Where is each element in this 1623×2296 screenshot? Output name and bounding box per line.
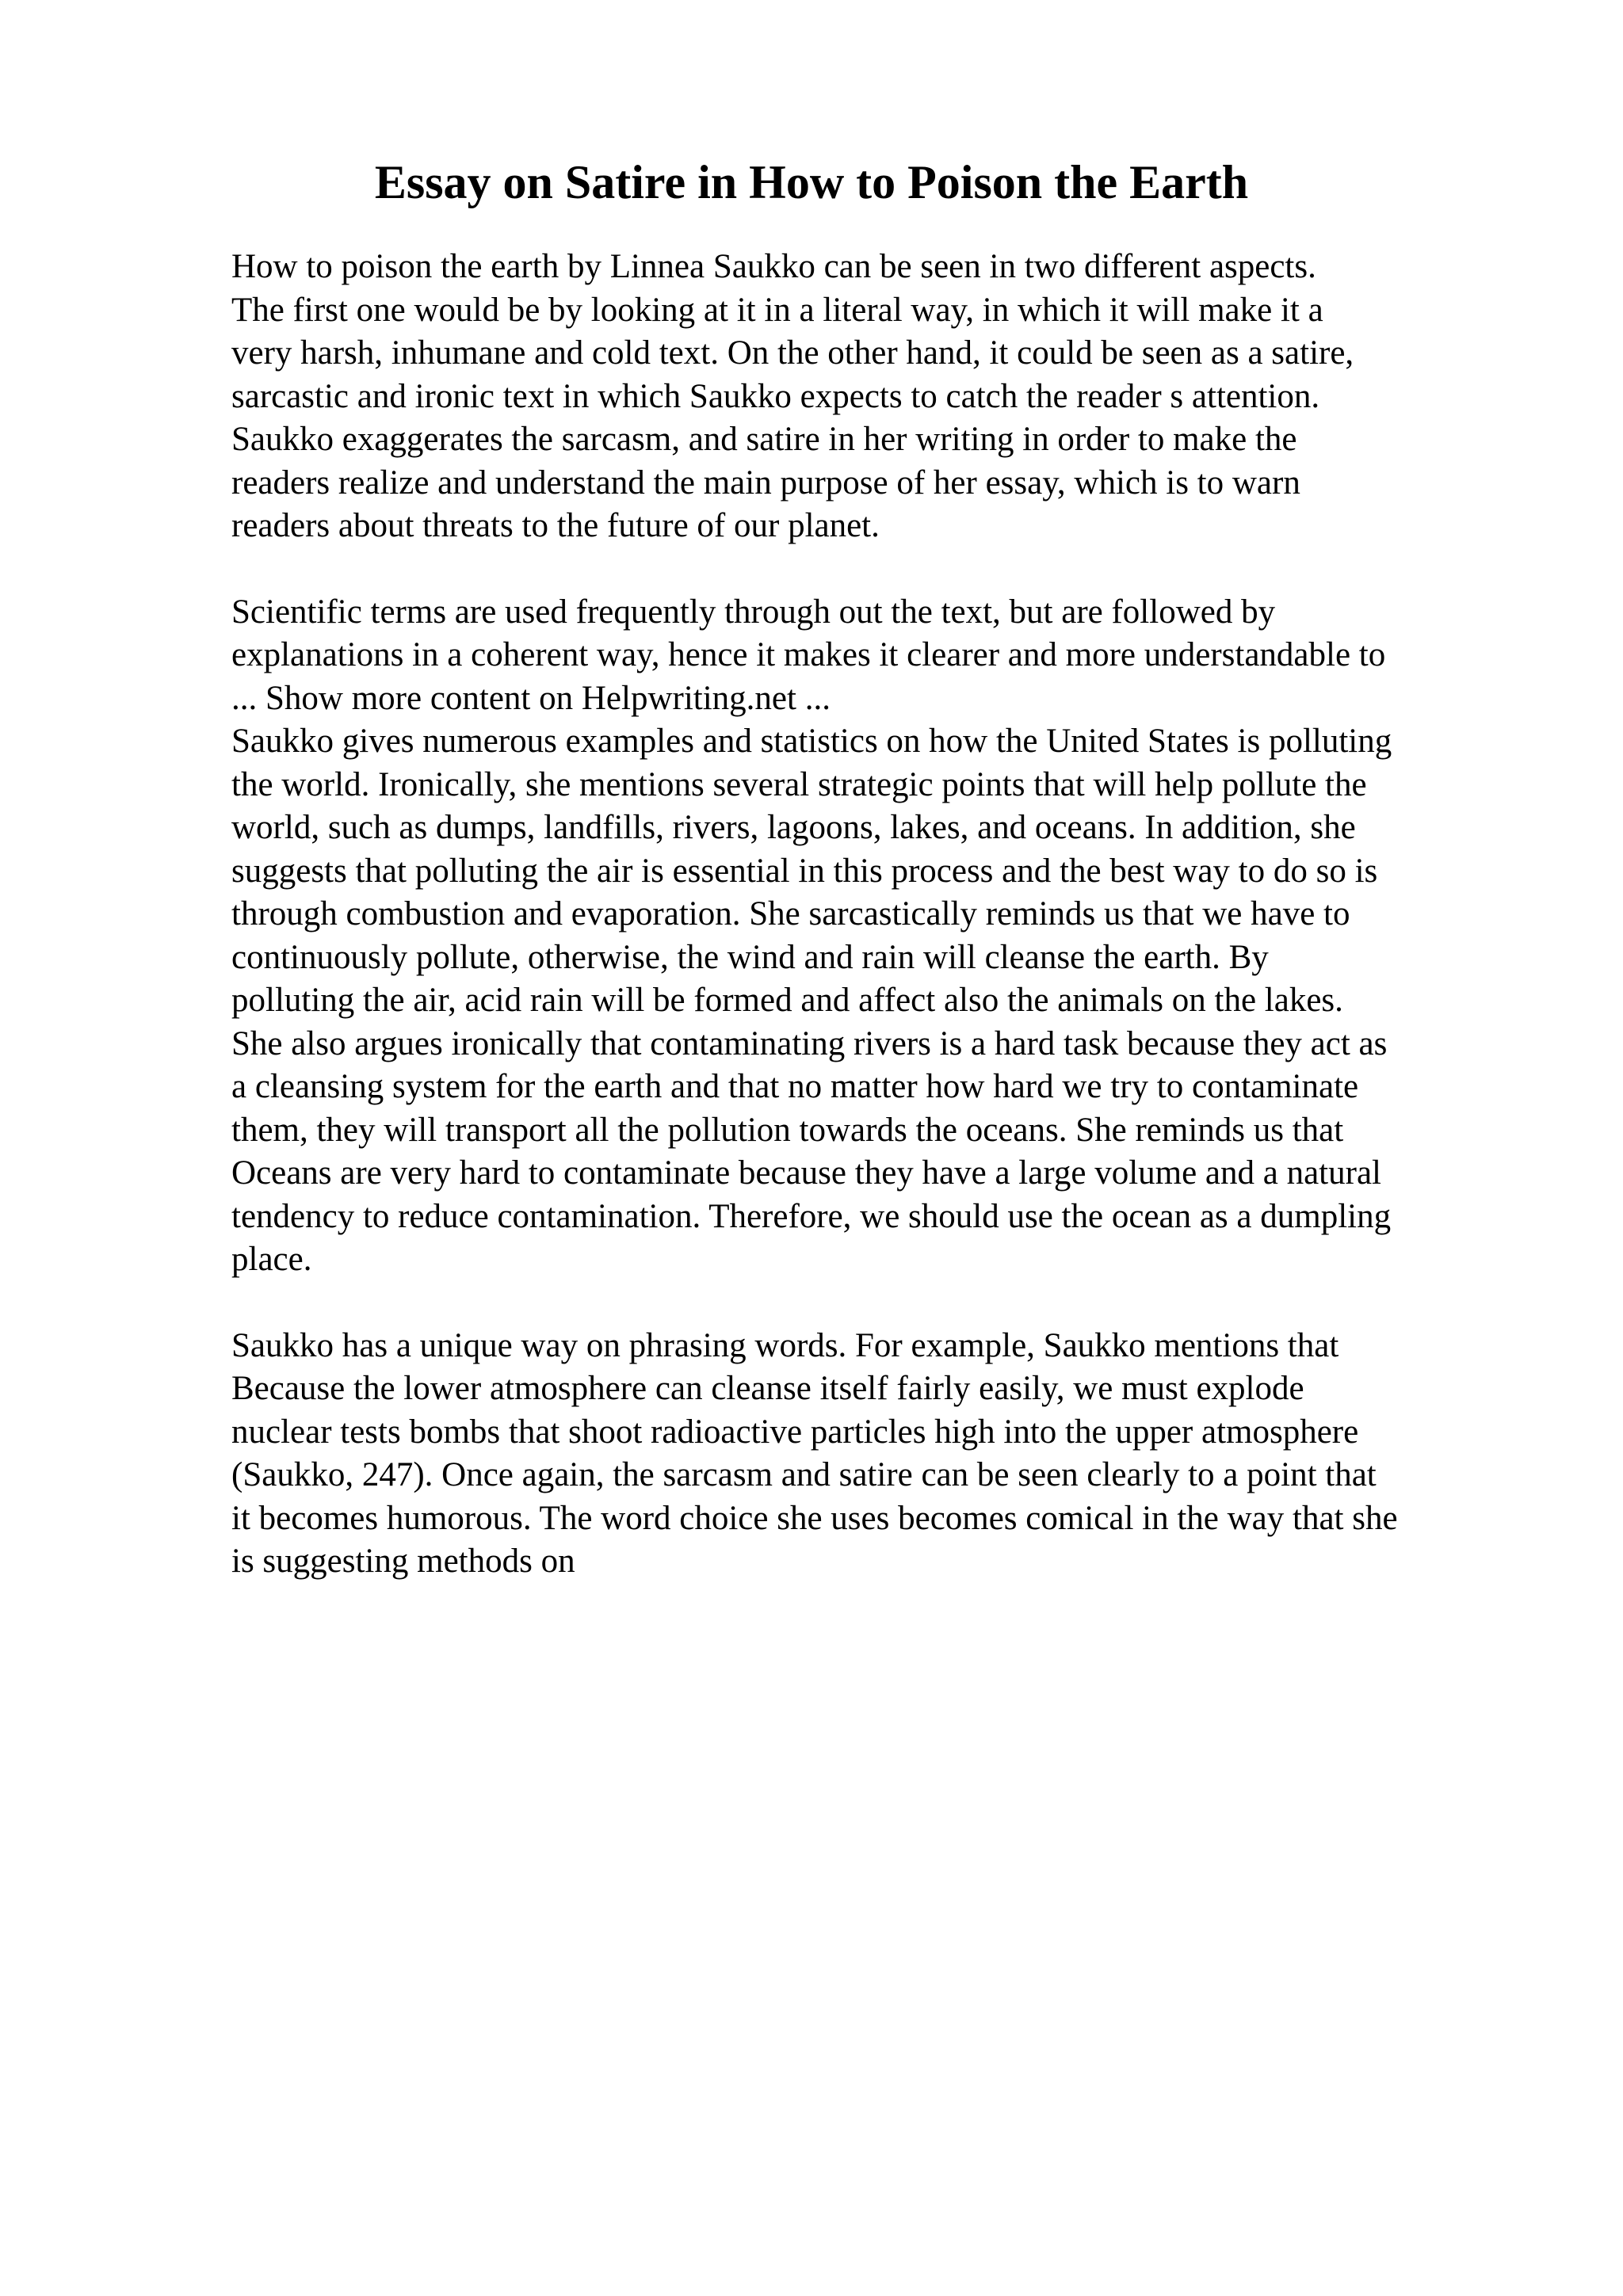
text-line: The first one would be by looking at it in a literal way, in which it will make it a — [231, 291, 1323, 329]
text-line: readers about threats to the future of our planet. — [231, 507, 880, 544]
text-line: Scientific terms are used frequently through out the text, but are followed by — [231, 593, 1276, 631]
paragraph-3 — [231, 1325, 1515, 1584]
text-line: She also argues ironically that contaminating rivers is a hard task because they act as — [231, 1024, 1388, 1062]
paragraph-1 — [231, 246, 1515, 548]
text-line: How to poison the earth by Linnea Saukko can be seen in two different aspects. — [231, 248, 1316, 285]
text-line: them, they will transport all the pollution towards the oceans. She reminds us that — [231, 1111, 1344, 1149]
text-line: Saukko gives numerous examples and statistics on how the United States is polluting — [231, 723, 1392, 760]
text-line: Because the lower atmosphere can cleanse itself fairly easily, we must explode — [231, 1370, 1304, 1407]
text-line: tendency to reduce contamination. Therefore, we should use the ocean as a dumpling — [231, 1197, 1392, 1235]
text-line: Oceans are very hard to contaminate because they have a large volume and a natural — [231, 1154, 1381, 1192]
text-line: Saukko exaggerates the sarcasm, and satire in her writing in order to make the — [231, 421, 1297, 458]
paragraph-spacer — [231, 1282, 1515, 1325]
text-line: very harsh, inhumane and cold text. On the other hand, it could be seen as a satire, — [231, 334, 1354, 372]
text-line: world, such as dumps, landfills, rivers, lagoons, lakes, and oceans. In addition, she — [231, 809, 1356, 846]
text-line: place. — [231, 1241, 312, 1278]
text-line: a cleansing system for the earth and that no matter how hard we try to contaminate — [231, 1068, 1359, 1105]
text-line: is suggesting methods on — [231, 1543, 575, 1580]
text-line: nuclear tests bombs that shoot radioactive particles high into the upper atmosphere — [231, 1413, 1359, 1451]
text-line: it becomes humorous. The word choice she uses becomes comical in the way that she — [231, 1499, 1398, 1537]
text-line: polluting the air, acid rain will be formed and affect also the animals on the lakes. — [231, 982, 1343, 1019]
text-line: the world. Ironically, she mentions several strategic points that will help pollute the — [231, 765, 1367, 803]
text-line: continuously pollute, otherwise, the wind and rain will cleanse the earth. By — [231, 938, 1269, 976]
document-body — [231, 246, 1515, 1584]
text-line: suggests that polluting the air is essential in this process and the best way to do so is — [231, 852, 1378, 890]
text-line: Saukko has a unique way on phrasing words. For example, Saukko mentions that — [231, 1326, 1339, 1364]
paragraph-2 — [231, 591, 1515, 1282]
text-line: through combustion and evaporation. She sarcastically reminds us that we have to — [231, 895, 1350, 933]
text-line: readers realize and understand the main purpose of her essay, which is to warn — [231, 463, 1300, 502]
text-line: (Saukko, 247). Once again, the sarcasm and satire can be seen clearly to a point that — [231, 1456, 1377, 1493]
show-more-content-note: ... Show more content on Helpwriting.net ... — [231, 679, 831, 717]
document-title: Essay on Satire in How to Poison the Earth — [374, 156, 1249, 208]
text-line: explanations in a coherent way, hence it makes it clearer and more understandable to — [231, 636, 1386, 673]
text-line: sarcastic and ironic text in which Saukko expects to catch the reader s attention. — [231, 377, 1320, 415]
paragraph-spacer — [231, 548, 1515, 591]
